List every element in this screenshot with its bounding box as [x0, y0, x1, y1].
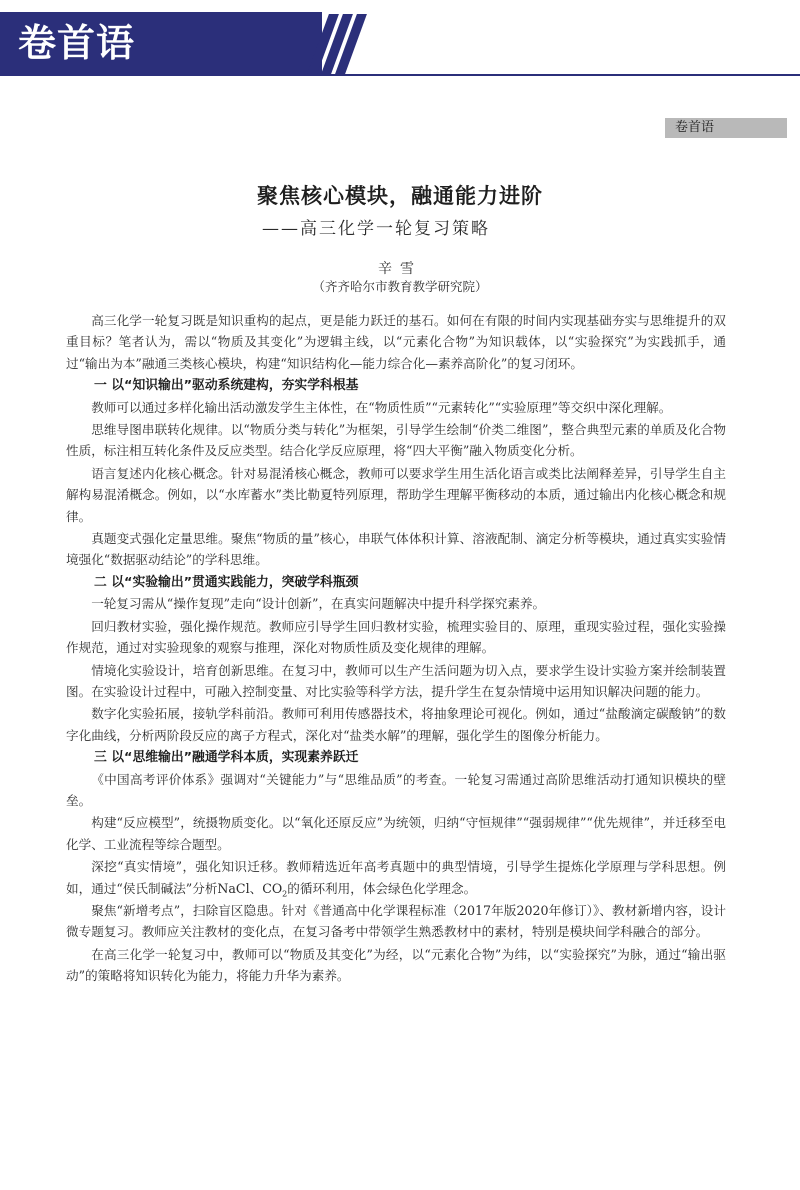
banner-underline [0, 74, 800, 76]
paragraph: 教师可以通过多样化输出活动激发学生主体性，在“物质性质”“元素转化”“实验原理”等交织中深化理解。 [91, 399, 672, 415]
conclusion-paragraph: 在高三化学一轮复习中，教师可以“物质及其变化”为经，以“元素化合物”为纬，以“实验探究”为脉，通过“输出驱动”的策略将知识转化为能力，将能力升华为素养。 [66, 946, 726, 984]
paragraph: 真题变式强化定量思维。聚焦“物质的量”核心，串联气体体积计算、溶液配制、滴定分析等模块，通过真实实验情境强化“数据驱动结论”的学科思维。 [66, 531, 726, 568]
intro-paragraph: 高三化学一轮复习既是知识重构的起点，更是能力跃迁的基石。如何在有限的时间内实现基础夯实与思维提升的双重目标？笔者认为，需以“物质及其变化”为逻辑主线，以“元素化合物”为知识载体，以“实验探究”为实践抓手，通过“输出为本”融通三类核心模块，构建“知识结构化—能力综合化—素养高阶化”的复习闭环。 [66, 313, 726, 371]
paragraph: 聚焦“新增考点”，扫除盲区隐患。针对《普通高中化学课程标准（2017年版2020年修订）》、教材新增内容，设计微专题复习。教师应关注教材的变化点，在复习备考中带领学生熟悉教材中的素材，特别是模块间学科融合的部分。 [66, 902, 726, 940]
paragraph: 数字化实验拓展，接轨学科前沿。教师可利用传感器技术，将抽象理论可视化。例如，通过“盐酸滴定碳酸钠”的数字化曲线，分析两阶段反应的离子方程式，深化对“盐类水解”的理解，强化学生的图像分析能力。 [66, 706, 726, 743]
column-title: 卷首语 [18, 21, 136, 65]
author-affiliation: （齐齐哈尔市教育教学研究院） [312, 279, 488, 294]
section-heading: 三 以“思维输出”融通学科本质，实现素养跃迁 [94, 750, 359, 766]
paragraph: 情境化实验设计，培育创新思维。在复习中，教师可以生产生活问题为切入点，要求学生设计实验方案并绘制装置图。在实验设计过程中，可融入控制变量、对比实验等科学方法，提升学生在复杂情境中运用知识解决问题的能力。 [66, 662, 726, 699]
paragraph: 一轮复习需从“操作复现”走向“设计创新”，在真实问题解决中提升科学探究素养。 [91, 596, 546, 612]
article-title: 聚焦核心模块，融通能力进阶 [257, 184, 543, 208]
paragraph-text: 深挖“真实情境”，强化知识迁移。教师精选近年高考真题中的典型情境，引导学生提炼化学原理与学科思想。例如，通过“侯氏制碱法”分析NaCl、CO [66, 859, 726, 896]
column-banner [0, 0, 800, 76]
author-name: 辛雪 [378, 261, 422, 277]
co2-subscript: 2 [282, 889, 288, 899]
paragraph: 语言复述内化核心概念。针对易混淆核心概念，教师可以要求学生用生活化语言或类比法阐释差异，引导学生自主解构易混淆概念。例如，以“水库蓄水”类比勒夏特列原理，帮助学生理解平衡移动的本质，通过输出内化核心概念和规律。 [66, 465, 726, 524]
paragraph [66, 856, 726, 899]
section-tab-label: 卷首语 [675, 120, 715, 135]
article-body [66, 310, 726, 988]
paragraph-text: 的循环利用，体会绿色化学理念。 [287, 880, 477, 896]
paragraph: 构建“反应模型”，统摄物质变化。以“氧化还原反应”为统领，归纳“守恒规律”“强弱规律”“优先规律”，并迁移至电化学、工业流程等综合题型。 [66, 815, 726, 852]
article-subtitle: ——高三化学一轮复习策略 [262, 219, 490, 239]
paragraph: 《中国高考评价体系》强调对“关键能力”与“思维品质”的考查。一轮复习需通过高阶思维活动打通知识模块的壁垒。 [66, 771, 726, 808]
section-heading: 二 以“实验输出”贯通实践能力，突破学科瓶颈 [94, 574, 359, 590]
paragraph: 回归教材实验，强化操作规范。教师应引导学生回归教材实验，梳理实验目的、原理，重现实验过程，强化实验操作规范，通过对实验现象的观察与推理，深化对物质性质及变化规律的理解。 [66, 618, 726, 656]
section-heading: 一 以“知识输出”驱动系统建构，夯实学科根基 [94, 378, 359, 394]
section-tab [665, 118, 787, 138]
paragraph: 思维导图串联转化规律。以“物质分类与转化”为框架，引导学生绘制“价类二维图”，整合典型元素的单质及化合物性质，标注相互转化条件及反应类型。结合化学反应原理，将“四大平衡”融入物质变化分析。 [66, 422, 726, 459]
